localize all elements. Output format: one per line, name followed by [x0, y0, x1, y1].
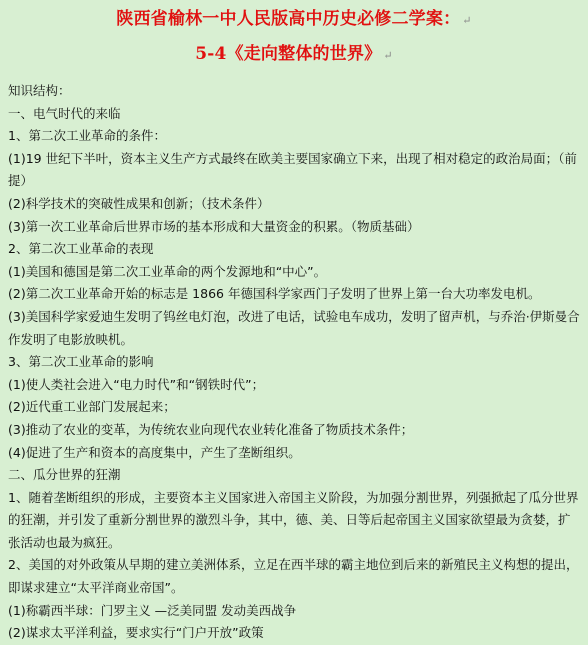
body-line: (2)第二次工业革命开始的标志是 1866 年德国科学家西门子发明了世界上第一台大功率发电机。 [8, 286, 541, 302]
subsection-heading: 2、第二次工业革命的表现 [8, 241, 154, 257]
body-line: (2)近代重工业部门发展起来； [8, 399, 176, 415]
subsection-heading: 1、第二次工业革命的条件： [8, 128, 166, 144]
body-line: (3)美国科学家爱迪生发明了钨丝电灯泡，改进了电话，试验电车成功，发明了留声机，与乔治·伊斯曼合作发明了电影放映机。 [8, 308, 580, 347]
body-line: (3)推动了农业的变革，为传统农业向现代农业转化准备了物质技术条件； [8, 421, 414, 437]
body-line: (2)谋求太平洋利益，要求实行“门户开放”政策 [8, 625, 264, 641]
document-subtitle [8, 43, 580, 67]
body-line: (2)科学技术的突破性成果和创新；（技术条件） [8, 195, 270, 211]
body-line: 1、随着垄断组织的形成，主要资本主义国家进入帝国主义阶段，为加强分割世界，列强掀起了瓜分世界的狂潮，并引发了重新分割世界的激烈斗争，其中，德、美、日等后起帝国主义国家欲望最为贪婪，扩张活动也最为疯狂。 [8, 489, 579, 550]
body-line: (1)19 世纪下半叶，资本主义生产方式最终在欧美主要国家确立下来，出现了相对稳定的政治局面；（前提） [8, 150, 577, 189]
body-line: 知识结构： [8, 83, 71, 98]
document-title [8, 8, 580, 32]
title-line-2: 5-4《走向整体的世界》 [195, 44, 382, 64]
body-line: (1)使人类社会进入“电力时代”和“钢铁时代”； [8, 376, 265, 392]
section-heading: 一、电气时代的来临 [8, 105, 121, 121]
body-line: (3)第一次工业革命后世界市场的基本形成和大量资金的积累。（物质基础） [8, 218, 420, 234]
section-heading: 二、瓜分世界的狂潮 [8, 467, 121, 483]
body-line: 2、美国的对外政策从早期的建立美洲体系，立足在西半球的霸主地位到后来的新殖民主义构想的提出，即谋求建立“太平洋商业帝国”。 [8, 557, 579, 596]
subsection-heading: 3、第二次工业革命的影响 [8, 354, 154, 370]
body-line: (1)称霸西半球：门罗主义 —泛美同盟 发动美西战争 [8, 602, 297, 618]
paragraph-mark-icon: ↵ [462, 14, 472, 27]
body-line: (1)美国和德国是第二次工业革命的两个发源地和“中心”。 [8, 263, 327, 279]
title-line-1: 陕西省榆林一中人民版高中历史必修二学案： [116, 9, 461, 29]
body-line: (4)促进了生产和资本的高度集中，产生了垄断组织。 [8, 444, 301, 460]
paragraph-mark-icon: ↵ [383, 49, 393, 62]
